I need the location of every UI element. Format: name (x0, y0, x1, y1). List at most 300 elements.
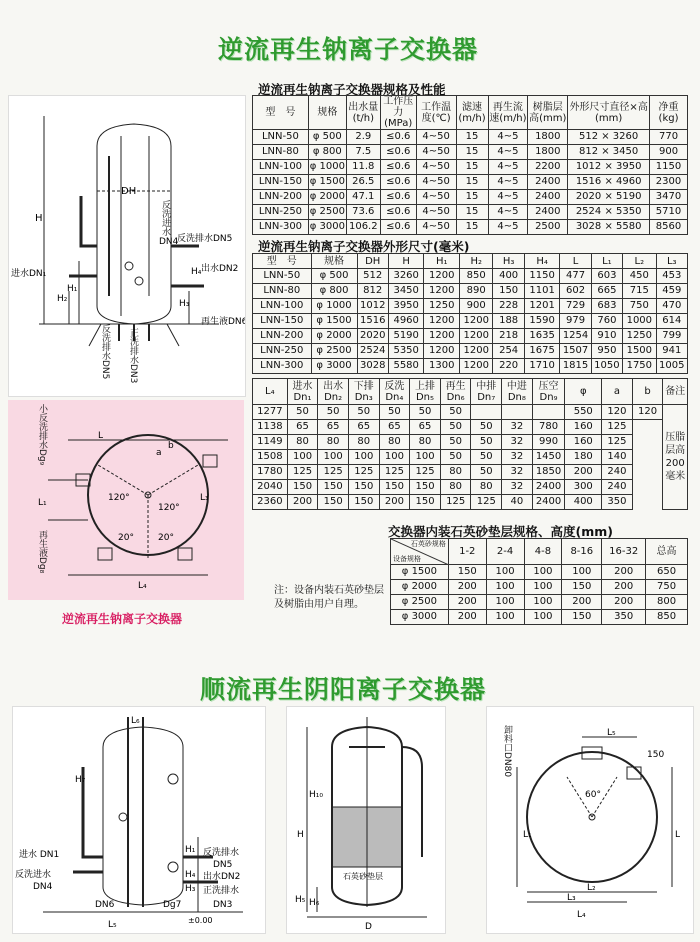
table-quartz-sand (390, 538, 688, 625)
table-cell: LNN-50 (253, 130, 309, 145)
table-row (253, 175, 688, 190)
table1-title: 逆流再生钠离子交换器规格及性能 (258, 82, 446, 97)
l6-label: L₆ (131, 716, 140, 726)
table-cell: 150 (287, 480, 318, 495)
plan-l-label: L (98, 431, 104, 441)
table-cell: φ 1000 (308, 160, 346, 175)
h4-label: H₄ (191, 267, 202, 277)
table-cell: 200 (602, 565, 646, 580)
table-cell: 254 (493, 344, 524, 359)
table-cell: LNN-250 (253, 205, 309, 220)
h-label: H (35, 213, 43, 224)
table-cell: 5710 (650, 205, 688, 220)
out-dn2-label-3: 出水DN2 (203, 872, 241, 882)
table-cell: LNN-300 (253, 359, 312, 374)
table-cell: 750 (623, 299, 656, 314)
table-row (253, 435, 688, 450)
diagram-top-plan (486, 706, 694, 934)
table-cell: 1200 (424, 269, 460, 284)
table-cell: 200 (287, 495, 318, 510)
plan-l4-label: L₄ (138, 581, 147, 591)
table-cell: 1005 (656, 359, 687, 374)
table-cell: 240 (602, 465, 633, 480)
table-cell: φ 500 (311, 269, 357, 284)
table-cell: 2400 (532, 495, 565, 510)
table-row (253, 190, 688, 205)
table-cell: LNN-80 (253, 145, 309, 160)
table-cell: 120 (602, 405, 633, 420)
section-view-drawing (287, 707, 445, 933)
table-cell: 2400 (528, 175, 568, 190)
t3-h0: L₄ (253, 379, 288, 405)
angle-label-5: 60° (585, 790, 601, 800)
dn4-label: DN4 (159, 237, 179, 247)
table-cell: 200 (448, 580, 486, 595)
table-cell: 3260 (388, 269, 424, 284)
diagram-vessel-elevation (8, 95, 246, 397)
table2-title: 逆流再生钠离子交换器外形尺寸(毫米) (258, 239, 470, 254)
table-cell: 218 (493, 329, 524, 344)
t1-h1: 规格 (308, 96, 346, 130)
table-cell: 1201 (524, 299, 560, 314)
table-cell: 850 (460, 269, 493, 284)
t4-h5: 总高 (646, 539, 688, 565)
table-cell: 550 (565, 405, 602, 420)
table-cell: 100 (524, 610, 562, 625)
table-row (391, 580, 688, 595)
table-cell: 780 (532, 420, 565, 435)
table-cell: 15 (456, 220, 488, 235)
table-row (253, 420, 688, 435)
table-cell: 400 (493, 269, 524, 284)
h1-label: H₁ (67, 284, 78, 294)
table-cell: 812 (357, 284, 388, 299)
t2-h3: H (388, 254, 424, 269)
bottom-title: 顺流再生阴阳离子交换器 (200, 675, 487, 704)
table-cell: 65 (410, 420, 441, 435)
table-cell: 228 (493, 299, 524, 314)
table-cell: LNN-100 (253, 299, 312, 314)
table-cell: 1200 (424, 314, 460, 329)
table-cell: 50 (348, 405, 379, 420)
table-cell: φ 2500 (308, 205, 346, 220)
table-cell: 2400 (532, 480, 565, 495)
t2-h7: H₄ (524, 254, 560, 269)
table-cell: 750 (646, 580, 688, 595)
dn3-label-3: DN3 (213, 900, 233, 910)
diagram-vessel-plan (8, 400, 244, 600)
l1-label-5: L₁ (523, 830, 532, 840)
plan-angle1: 120° (108, 493, 130, 503)
table-cell: 80 (287, 435, 318, 450)
table-cell: 100 (318, 450, 349, 465)
table-cell: 1101 (524, 284, 560, 299)
main-title: 逆流再生钠离子交换器 (218, 35, 479, 64)
plan-l3-label: L₃ (200, 493, 209, 503)
t1-h6: 再生流速(m/h) (488, 96, 528, 130)
table-cell: 50 (471, 450, 502, 465)
table-row (253, 220, 688, 235)
table-cell: φ 3000 (311, 359, 357, 374)
t2-h10: L₂ (623, 254, 656, 269)
table-cell: 760 (591, 314, 622, 329)
diagram-caption: 逆流再生钠离子交换器 (62, 612, 183, 626)
table-cell: 602 (560, 284, 591, 299)
t2-h2: DH (357, 254, 388, 269)
table2-header-row (253, 254, 688, 269)
table-cell: 32 (502, 480, 533, 495)
table3-body (253, 405, 688, 510)
table-cell: 80 (440, 480, 471, 495)
t3-h2: 出水Dn₂ (318, 379, 349, 405)
table-cell: LNN-100 (253, 160, 309, 175)
h5-label: H₅ (295, 895, 306, 905)
table-cell: 1277 (253, 405, 288, 420)
table-cell: 240 (602, 480, 633, 495)
t2-h9: L₁ (591, 254, 622, 269)
table-row (253, 405, 688, 420)
table-cell: 614 (656, 314, 687, 329)
table-cell: 1300 (424, 359, 460, 374)
table-cell: 50 (379, 405, 410, 420)
l-label-5: L (675, 830, 681, 840)
table-cell: 73.6 (346, 205, 380, 220)
table-cell: 2020 (357, 329, 388, 344)
table-cell: ≤0.6 (380, 190, 416, 205)
table-cell: φ 2500 (391, 595, 449, 610)
table-cell: 2524 (357, 344, 388, 359)
table1-body (253, 130, 688, 235)
table-cell: 4~50 (416, 145, 456, 160)
water-in-label: 进水DN₁ (11, 269, 47, 279)
t1-h0: 型 号 (253, 96, 309, 130)
sand-label: 石英砂垫层 (343, 872, 383, 881)
t4-corner (391, 539, 449, 565)
table-cell: 125 (287, 465, 318, 480)
table-cell: 4960 (388, 314, 424, 329)
table-cell: 80 (440, 465, 471, 480)
table-cell: 50 (440, 450, 471, 465)
plan-a-label: a (156, 448, 162, 458)
t1-h7: 树脂层高(mm) (528, 96, 568, 130)
table-cell: 665 (591, 284, 622, 299)
table-cell: 1254 (560, 329, 591, 344)
table-cell: 4~50 (416, 175, 456, 190)
table-row (253, 450, 688, 465)
table-cell: 5190 (388, 329, 424, 344)
dh-label: DH (121, 186, 137, 197)
table-cell: 890 (460, 284, 493, 299)
table-cell: 1200 (460, 359, 493, 374)
table-row (253, 269, 688, 284)
h3-label-3: H₃ (185, 884, 196, 894)
table-cell: 150 (410, 495, 441, 510)
table-cell: ≤0.6 (380, 145, 416, 160)
table-cell: 150 (562, 580, 602, 595)
table-cell: 125 (410, 465, 441, 480)
table-cell: 120 (632, 405, 663, 420)
table-cell: 15 (456, 175, 488, 190)
table-cell: φ 2000 (311, 329, 357, 344)
table-cell: 50 (471, 420, 502, 435)
table-cell: 4~5 (488, 205, 528, 220)
d150-label: 150 (647, 750, 665, 760)
table-cell: 453 (656, 269, 687, 284)
water-out-label: 出水DN2 (201, 264, 239, 274)
table-cell: 15 (456, 130, 488, 145)
table-row (253, 329, 688, 344)
table-cell: 100 (524, 595, 562, 610)
table-cell: 4~50 (416, 220, 456, 235)
table-cell: LNN-150 (253, 175, 309, 190)
table-cell: 1780 (253, 465, 288, 480)
table-row (253, 130, 688, 145)
table-row (253, 480, 688, 495)
table3-header-row (253, 379, 688, 405)
table-cell: 683 (591, 299, 622, 314)
table-cell: 2400 (528, 190, 568, 205)
table-cell: 477 (560, 269, 591, 284)
table-cell: 65 (318, 420, 349, 435)
table-row (253, 205, 688, 220)
table-cell: 1710 (524, 359, 560, 374)
table-cell: 47.1 (346, 190, 380, 205)
table-cell: φ 3000 (391, 610, 449, 625)
table-cell: φ 2500 (311, 344, 357, 359)
table-cell: ≤0.6 (380, 160, 416, 175)
table-cell: 3028 (357, 359, 388, 374)
table-cell: φ 2000 (308, 190, 346, 205)
table-cell: 450 (623, 269, 656, 284)
table-cell: φ 2000 (391, 580, 449, 595)
t4-h4: 16-32 (602, 539, 646, 565)
t3-h3: 下排Dn₃ (348, 379, 379, 405)
table-cell: 1590 (524, 314, 560, 329)
table-cell (532, 405, 565, 420)
table-cell: 125 (440, 495, 471, 510)
table-cell: 65 (287, 420, 318, 435)
table-row (391, 565, 688, 580)
table-cell: 1200 (424, 329, 460, 344)
table-cell: 80 (410, 435, 441, 450)
t1-h8: 外形尺寸直径×高(mm) (568, 96, 650, 130)
table-cell: 1508 (253, 450, 288, 465)
plan-angle4: 20° (158, 533, 174, 543)
table-cell: φ 1500 (308, 175, 346, 190)
table-cell: 100 (348, 450, 379, 465)
dn6-label-3: DN6 (95, 900, 115, 910)
plan-l1-label: L₁ (38, 498, 47, 508)
table-cell: LNN-250 (253, 344, 312, 359)
table-cell: 50 (471, 465, 502, 480)
table-cell: 160 (565, 435, 602, 450)
table-cell: 4~50 (416, 205, 456, 220)
table-cell: 150 (379, 480, 410, 495)
t4-h2: 4-8 (524, 539, 562, 565)
remark-cell: 压脂层高200毫米 (663, 405, 688, 510)
h2-label: H₂ (57, 294, 68, 304)
plan-angle3: 20° (118, 533, 134, 543)
table-cell: 770 (650, 130, 688, 145)
t1-h2: 出水量(t/h) (346, 96, 380, 130)
h7-label: H₇ (75, 775, 86, 785)
table-cell: 100 (410, 450, 441, 465)
table-cell: 26.5 (346, 175, 380, 190)
table-cell: 80 (471, 480, 502, 495)
table-row (253, 299, 688, 314)
table1-header-row (253, 96, 688, 130)
table-cell: 1200 (460, 344, 493, 359)
table-cell: 1675 (524, 344, 560, 359)
table-cell: 3470 (650, 190, 688, 205)
table-cell: 459 (656, 284, 687, 299)
table-cell: 812 × 3450 (568, 145, 650, 160)
h6-label: H₆ (309, 898, 320, 908)
t4-corner-bottom: 设备规格 (393, 555, 421, 563)
table-cell: 65 (348, 420, 379, 435)
table-cell: 65 (379, 420, 410, 435)
table-cell: 799 (656, 329, 687, 344)
t4-corner-top: 石英砂规格 (410, 540, 446, 548)
table-cell: 200 (562, 595, 602, 610)
table-cell: ≤0.6 (380, 175, 416, 190)
table-cell: LNN-300 (253, 220, 309, 235)
table-nozzles (252, 378, 688, 510)
table-cell (502, 405, 533, 420)
table-cell: 979 (560, 314, 591, 329)
table-cell: φ 500 (308, 130, 346, 145)
table-cell: 2400 (528, 205, 568, 220)
t4-h3: 8-16 (562, 539, 602, 565)
table-row (253, 314, 688, 329)
table-cell: 470 (656, 299, 687, 314)
table-cell: φ 1500 (391, 565, 449, 580)
table-cell: 603 (591, 269, 622, 284)
h3-label: H₃ (179, 299, 190, 309)
table-cell: 50 (440, 405, 471, 420)
table-cell: 32 (502, 420, 533, 435)
table-row (391, 610, 688, 625)
table-cell: 100 (562, 565, 602, 580)
t2-h6: H₃ (493, 254, 524, 269)
small-backwash-label: 小反洗排水Dg₉ (37, 404, 47, 466)
table-cell: 1012 (357, 299, 388, 314)
table-cell: 1250 (424, 299, 460, 314)
table4-body (391, 565, 688, 625)
table-cell: 5350 (388, 344, 424, 359)
table-cell: 4~5 (488, 220, 528, 235)
table-cell: 100 (524, 565, 562, 580)
table-cell: 150 (410, 480, 441, 495)
table-cell: 80 (379, 435, 410, 450)
table-spec-performance (252, 95, 688, 235)
table-cell: 2200 (528, 160, 568, 175)
table-cell: 100 (524, 580, 562, 595)
table-cell: 200 (448, 610, 486, 625)
table-cell: 125 (348, 465, 379, 480)
table-cell: 4~50 (416, 130, 456, 145)
table-cell: 8560 (650, 220, 688, 235)
table-cell: 220 (493, 359, 524, 374)
table-cell (471, 405, 502, 420)
table-cell: 100 (486, 610, 524, 625)
table-cell: 350 (602, 610, 646, 625)
table-cell: 100 (486, 580, 524, 595)
table-cell: 1850 (532, 465, 565, 480)
table-cell: φ 3000 (308, 220, 346, 235)
table-cell: 140 (602, 450, 633, 465)
plan-b-label: b (168, 441, 174, 451)
plan-angle2: 120° (158, 503, 180, 513)
table-cell: 1450 (532, 450, 565, 465)
t2-h4: H₁ (424, 254, 460, 269)
table-cell: LNN-200 (253, 329, 312, 344)
pos-drain-vertical-label: 正洗排水DN3 (128, 328, 138, 384)
diagram-section-view (286, 706, 446, 934)
table-cell: 900 (460, 299, 493, 314)
table-cell: LNN-150 (253, 314, 312, 329)
t3-h6: 再生Dn₆ (440, 379, 471, 405)
table-cell: 650 (646, 565, 688, 580)
table-cell: ≤0.6 (380, 205, 416, 220)
table-cell: 1815 (560, 359, 591, 374)
table-cell: 1500 (623, 344, 656, 359)
t1-h3: 工作压力(MPa) (380, 96, 416, 130)
in-dn1-label: 进水 DN1 (19, 850, 60, 860)
table-cell: 1507 (560, 344, 591, 359)
table-cell: 125 (318, 465, 349, 480)
table-cell: 2360 (253, 495, 288, 510)
table-cell: 1149 (253, 435, 288, 450)
table-cell: 125 (471, 495, 502, 510)
t3-h12: b (632, 379, 663, 405)
table-cell: 50 (440, 435, 471, 450)
table-cell: 729 (560, 299, 591, 314)
table-row (253, 145, 688, 160)
dn5-label-3: DN5 (213, 860, 233, 870)
top-plan-drawing (487, 707, 693, 933)
table-cell: 50 (318, 405, 349, 420)
t3-h10: φ (565, 379, 602, 405)
table-cell: 200 (565, 465, 602, 480)
table-cell: φ 800 (311, 284, 357, 299)
t2-h0: 型 号 (253, 254, 312, 269)
table-cell: 300 (565, 480, 602, 495)
table-cell: 160 (565, 420, 602, 435)
table-cell: 4~50 (416, 160, 456, 175)
table-cell: 50 (471, 435, 502, 450)
table-cell: ≤0.6 (380, 220, 416, 235)
table-cell: 125 (602, 420, 633, 435)
table-cell: 15 (456, 145, 488, 160)
table-cell: 200 (602, 580, 646, 595)
t3-h7: 中排Dn₇ (471, 379, 502, 405)
table-cell: 100 (486, 565, 524, 580)
pos-drain-label-3: 正洗排水 (203, 886, 240, 896)
table-cell: 50 (287, 405, 318, 420)
table-cell: 800 (646, 595, 688, 610)
dg7-label-3: Dg7 (163, 900, 182, 910)
t1-h5: 滤速(m/h) (456, 96, 488, 130)
t3-h5: 上排Dn₅ (410, 379, 441, 405)
backwash-out-label: 反洗排水DN5 (177, 234, 233, 244)
h1-label-3: H₁ (185, 845, 196, 855)
t3-h13: 备注 (663, 379, 688, 405)
table-cell: 400 (565, 495, 602, 510)
table-cell: 950 (591, 344, 622, 359)
table-cell: 4~5 (488, 130, 528, 145)
l3-label-5: L₃ (567, 893, 576, 903)
